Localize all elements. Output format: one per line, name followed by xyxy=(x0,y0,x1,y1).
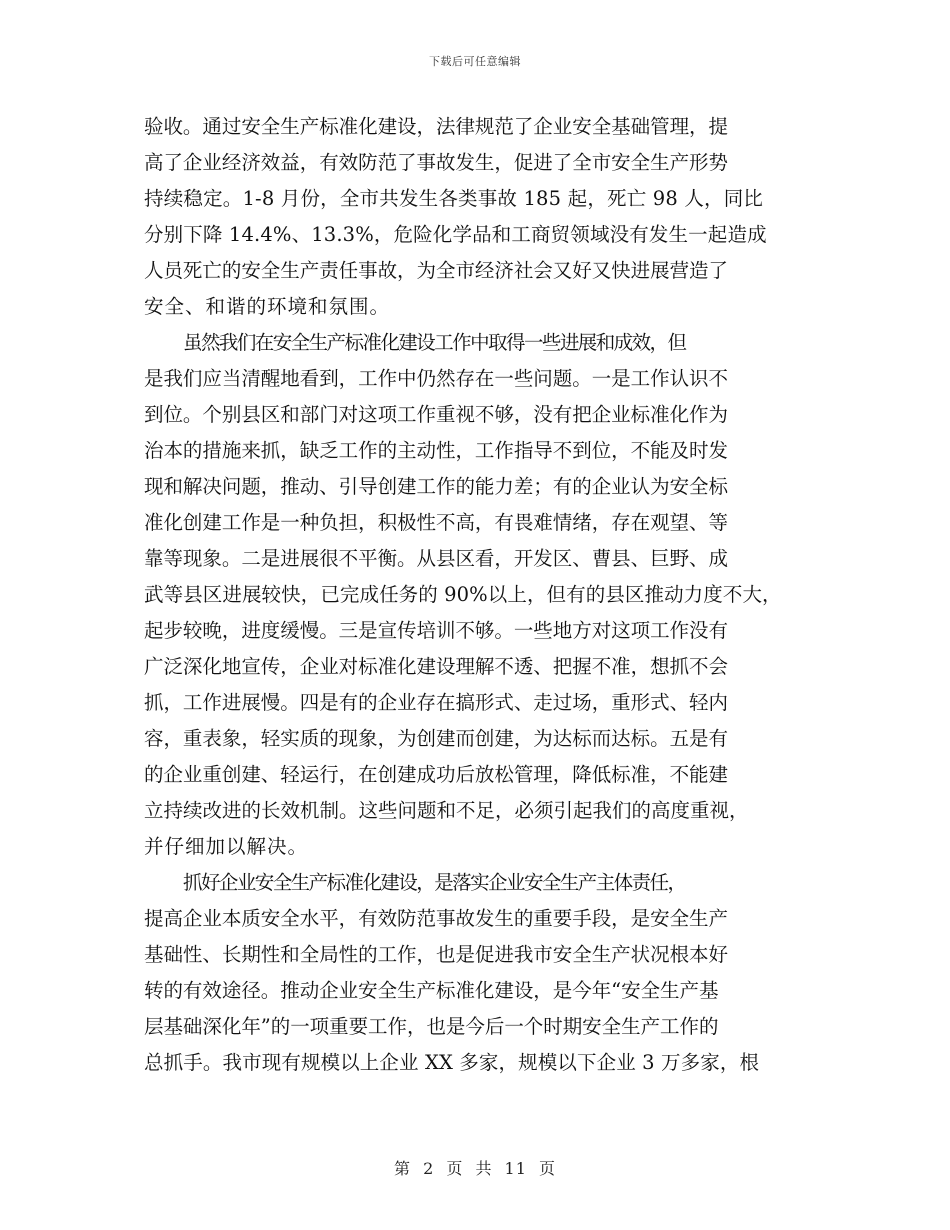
page-header: 下载后可任意编辑 xyxy=(429,55,521,68)
text-line: 安全、和谐的环境和氛围。 xyxy=(144,295,391,318)
text-line: 高了企业经济效益，有效防范了事故发生，促进了全市安全生产形势 xyxy=(144,151,728,174)
text-line: 容，重表象，轻实质的现象，为创建而创建，为达标而达标。五是有 xyxy=(144,727,728,750)
text-line: 转的有效途径。推动企业安全生产标准化建设，是今年“安全生产基 xyxy=(144,979,719,1002)
text-line: 准化创建工作是一种负担，积极性不高，有畏难情绪，存在观望、等 xyxy=(144,511,728,534)
text-line: 分别下降 14.4%、13.3%，危险化学品和工商贸领域没有发生一起造成 xyxy=(144,223,767,246)
page-footer: 第 2 页 共 11 页 xyxy=(394,1159,556,1178)
text-line: 起步较晚，进度缓慢。三是宣传培训不够。一些地方对这项工作没有 xyxy=(144,619,728,642)
text-line: 到位。个别县区和部门对这项工作重视不够，没有把企业标准化作为 xyxy=(144,403,728,426)
text-line: 靠等现象。二是进展很不平衡。从县区看，开发区、曹县、巨野、成 xyxy=(144,547,728,570)
text-line: 武等县区进展较快，已完成任务的 90%以上，但有的县区推动力度不大， xyxy=(144,583,782,606)
text-line: 验收。通过安全生产标准化建设，法律规范了企业安全基础管理，提 xyxy=(144,115,728,138)
text-line: 现和解决问题，推动、引导创建工作的能力差；有的企业认为安全标 xyxy=(144,475,728,498)
text-line: 层基础深化年”的一项重要工作，也是今后一个时期安全生产工作的 xyxy=(144,1015,719,1038)
text-line: 并仔细加以解决。 xyxy=(144,835,309,858)
text-line: 的企业重创建、轻运行，在创建成功后放松管理，降低标准，不能建 xyxy=(144,763,728,786)
text-line: 人员死亡的安全生产责任事故，为全市经济社会又好又快进展营造了 xyxy=(144,259,728,282)
text-line: 治本的措施来抓，缺乏工作的主动性，工作指导不到位，不能及时发 xyxy=(144,439,728,462)
text-line: 立持续改进的长效机制。这些问题和不足，必须引起我们的高度重视， xyxy=(144,799,749,822)
text-line: 总抓手。我市现有规模以上企业 XX 多家，规模以下企业 3 万多家，根 xyxy=(144,1051,760,1074)
text-line: 广泛深化地宣传，企业对标准化建设理解不透、把握不准，想抓不会 xyxy=(144,655,728,678)
text-line: 持续稳定。1-8 月份，全市共发生各类事故 185 起，死亡 98 人，同比 xyxy=(144,187,764,210)
text-line: 提高企业本质安全水平，有效防范事故发生的重要手段，是安全生产 xyxy=(144,907,728,930)
text-line: 是我们应当清醒地看到，工作中仍然存在一些问题。一是工作认识不 xyxy=(144,367,728,390)
paragraph-first-line: 虽然我们在安全生产标准化建设工作中取得一些进展和成效，但 xyxy=(183,331,686,354)
paragraph-first-line: 抓好企业安全生产标准化建设，是落实企业安全生产主体责任， xyxy=(183,871,686,894)
text-line: 基础性、长期性和全局性的工作，也是促进我市安全生产状况根本好 xyxy=(144,943,728,966)
text-line: 抓，工作进展慢。四是有的企业存在搞形式、走过场，重形式、轻内 xyxy=(144,691,728,714)
